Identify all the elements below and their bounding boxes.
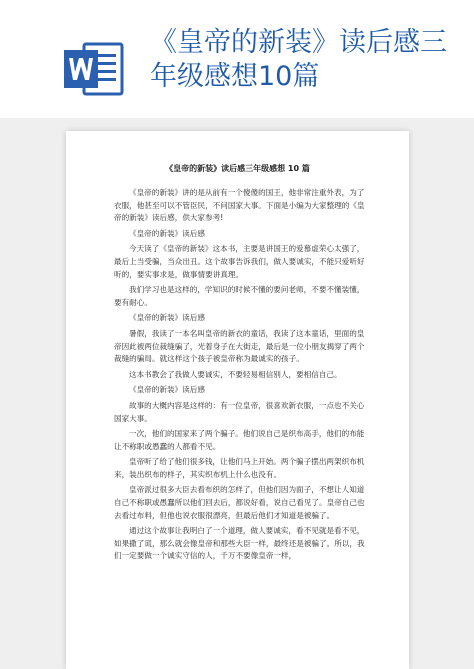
paragraph: 这本书教会了我做人要诚实，不要轻易相信别人，要相信自己。 (129, 369, 342, 379)
paragraph-intro: 《皇帝的新装》讲的是从前有一个傻傻的国王，他非常注重外表，为了衣服，他甚至可以不管臣民，不问国家大事。下面是小编为大家整理的《皇帝的新装》读后感，供大家参考! (114, 188, 365, 223)
paragraph: 皇帝派过很多大臣去看布织的怎样了，但他们因为面子，不想让人知道自己不称职或愚蠢所以他们回去后，都说好看，说自己看见了。皇帝自己也去看过布料，但他也说衣服很漂亮，但最后他们才知道是被骗了。 (114, 485, 365, 520)
paragraph: 我们学习也是这样的，学知识的时候不懂的要问老师，不要不懂装懂，要有耐心。 (114, 285, 365, 307)
paragraph: 暑假，我读了一本名叫皇帝的新衣的童话，我读了这本童话，里面的皇帝因此被两位裁缝骗了，光着身子在大街走，最后是一位小朋友揭穿了两个裁缝的骗局。就这样这个孩子被皇帝称为最诚实的孩子。 (114, 328, 365, 364)
document-page (66, 131, 409, 669)
section-heading: 《皇帝的新装》读后感 (129, 313, 205, 323)
section-heading: 《皇帝的新装》读后感 (129, 385, 205, 395)
paragraph: 故事的大概内容是这样的：有一位皇帝，很喜欢新衣服，一点也不关心国家大事。 (114, 400, 365, 423)
paragraph: 一次，他们的国家来了两个骗子。他们说自己是织布高手，他们的布能让不称职或愚蠢的人都看不见。 (114, 429, 365, 451)
document-title: 《皇帝的新装》读后感三年级感想 10 篇 (165, 164, 310, 173)
word-document-icon (62, 40, 124, 98)
section-heading: 《皇帝的新装》读后感 (129, 228, 205, 238)
paragraph: 今天读了《皇帝的新装》这本书，主要是讲国王的爱慕虚荣心太强了，最后上当受骗，当众出丑。这个故事告诉我们，做人要诚实，不能只爱听好听的，要实事求是，做事情要讲真理。 (114, 244, 365, 279)
banner-title: 《皇帝的新装》读后感三年级感想10篇 (150, 27, 447, 92)
paragraph: 皇帝听了给了他们很多钱，让他们马上开始。两个骗子摆出两架织布机来，装出织布的样子，其实织布机上什么也没有。 (114, 457, 365, 479)
title-banner (0, 0, 474, 120)
document-body (114, 187, 366, 566)
paragraph: 通过这个故事让我明白了一个道理，做人要诚实，看不见就是看不见，如果撒了谎，那么就会像皇帝和那些大臣一样，最终还是被骗了。所以，我们一定要做一个诚实守信的人，千万不要像皇帝一样， (114, 526, 365, 561)
